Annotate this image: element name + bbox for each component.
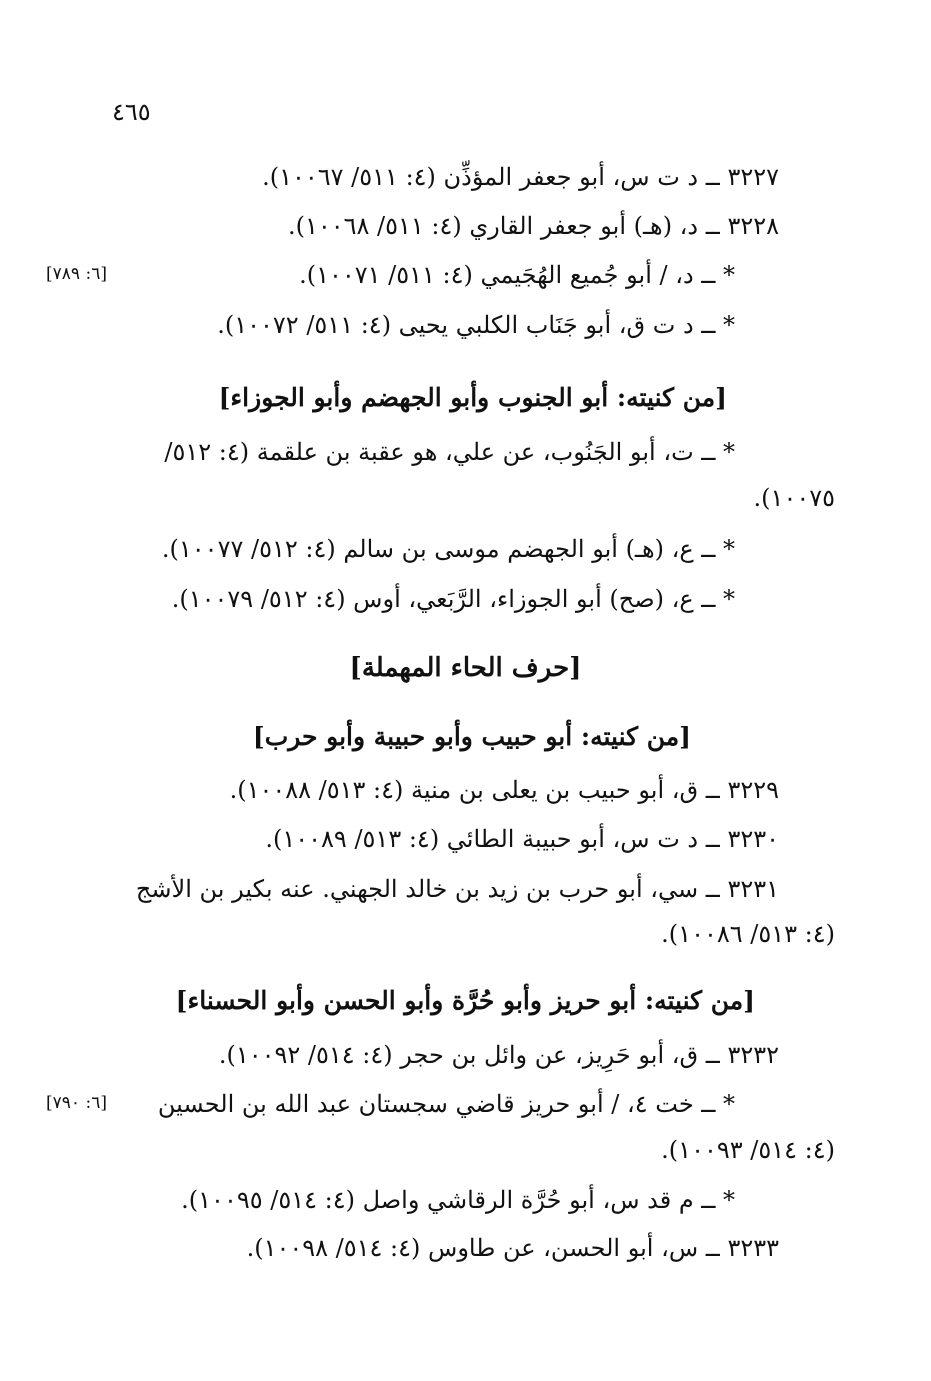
- section-heading-hariz: [من كنيته: أبو حريز وأبو حُرَّة وأبو الحسن وأبو الحسناء]: [175, 986, 755, 1015]
- entry-abu-hariz-qadi: * ــ خت ٤، / أبو حريز قاضي سجستان عبد الله بن الحسين: [157, 1090, 735, 1118]
- entry-3231: ٣٢٣١ ــ سي، أبو حرب بن زيد بن خالد الجهني. عنه بكير بن الأشج: [135, 875, 779, 903]
- entry-3231-cont: (٤: ٥١٣/ ١٠٠٨٦).: [661, 920, 835, 948]
- entry-3232: ٣٢٣٢ ــ ق، أبو حَرِيز، عن وائل بن حجر (٤: ٥١٤/ ١٠٠٩٢).: [218, 1041, 779, 1069]
- entry-abu-hariz-qadi-cont: (٤: ٥١٤/ ١٠٠٩٣).: [661, 1136, 835, 1164]
- entry-abu-janub-cont: ١٠٠٧٥).: [753, 484, 835, 512]
- entry-abu-jumay: * ــ د، / أبو جُميع الهُجَيمي (٤: ٥١١/ ١٠٠٧١).: [299, 261, 735, 289]
- entry-abu-jawza: * ــ ع، (صح) أبو الجوزاء، الرَّبَعي، أوس (٤: ٥١٢/ ١٠٠٧٩).: [171, 585, 735, 613]
- section-heading-junub: [من كنيته: أبو الجنوب وأبو الجهضم وأبو الجوزاء]: [218, 383, 727, 412]
- section-heading-habib: [من كنيته: أبو حبيب وأبو حبيبة وأبو حرب]: [252, 722, 691, 751]
- page-number: ٤٦٥: [112, 98, 151, 126]
- entry-3233: ٣٢٣٣ ــ س، أبو الحسن، عن طاوس (٤: ٥١٤/ ١٠٠٩٨).: [246, 1234, 779, 1262]
- entry-abu-hurra: * ــ م قد س، أبو حُرَّة الرقاشي واصل (٤: ٥١٤/ ١٠٠٩٥).: [181, 1186, 735, 1214]
- entry-abu-janab: * ــ د ت ق، أبو جَنَاب الكلبي يحيى (٤: ٥١١/ ١٠٠٧٢).: [217, 311, 735, 339]
- entry-abu-janub: * ــ ت، أبو الجَنُوب، عن علي، هو عقبة بن علقمة (٤: ٥١٢/: [164, 438, 735, 466]
- entry-3228: ٣٢٢٨ ــ د، (هـ) أبو جعفر القاري (٤: ٥١١/ ١٠٠٦٨).: [287, 212, 779, 240]
- entry-3230: ٣٢٣٠ ــ د ت س، أبو حبيبة الطائي (٤: ٥١٣/ ١٠٠٨٩).: [265, 825, 779, 853]
- entry-3229: ٣٢٢٩ ــ ق، أبو حبيب بن يعلى بن منية (٤: ٥١٣/ ١٠٠٨٨).: [229, 776, 779, 804]
- chapter-heading-ha: [حرف الحاء المهملة]: [349, 653, 582, 683]
- entry-abu-jahdam: * ــ ع، (هـ) أبو الجهضم موسى بن سالم (٤: ٥١٢/ ١٠٠٧٧).: [161, 535, 735, 563]
- side-note-790: [٦: ٧٩٠]: [46, 1093, 107, 1113]
- entry-3227: ٣٢٢٧ ــ د ت س، أبو جعفر المؤذِّن (٤: ٥١١/ ١٠٠٦٧).: [262, 163, 779, 191]
- side-note-789: [٦: ٧٨٩]: [46, 264, 107, 284]
